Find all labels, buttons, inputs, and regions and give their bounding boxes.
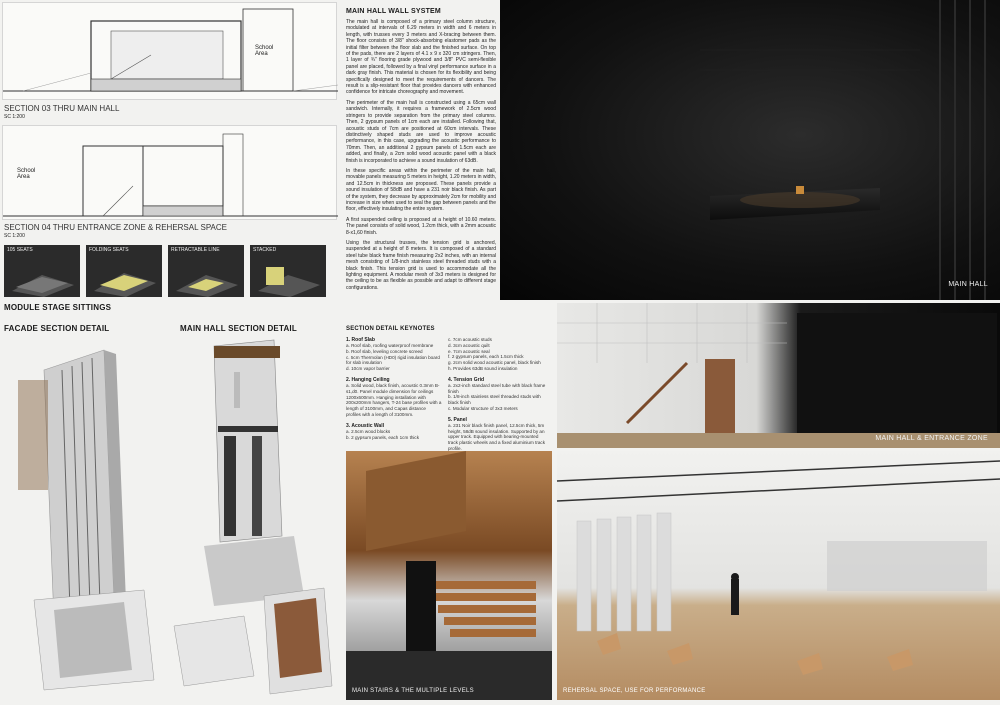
section-04-svg: [3, 126, 338, 221]
seat-card-105: 105 SEATS: [4, 245, 80, 297]
hall-detail-title: MAIN HALL SECTION DETAIL: [180, 324, 297, 333]
school-area-label-2: School Area: [17, 168, 36, 180]
main-hall-caption: MAIN HALL: [948, 281, 988, 288]
keynote-ceiling-heading: 2. Hanging Ceiling: [346, 376, 390, 383]
wall-system-p1: The main hall is composed of a primary steel column structure, modulated at intervals of 6.29 meters in width and 6 meters in length, with trusses every 3 meters and X-bracing between them. The floor consists of 3/8" shock-absorbing elastomer pads as the initial filter between the floor slab and the finished surface. On top of the pads, there are 2 layers of 4.1 x 9 x 320 cm stringers. Then, 1 layer of ¾" flooring grade plywood and 3/8" PVC semi-flexible panel are placed, followed by a final vinyl performance surface in a dark gray finish. This material is chosen for its flexibility and being specifically designed to meet the requirements of dancers. The result is a slip-resistant floor that provides dancers with enhanced confidence for intricate choreography and movement.: [346, 19, 496, 96]
keynote-wall-items-continued: c. 7cm acoustic studs d. 3cm acoustic quilt e. 7cm acoustic seal f. 2 gypsum panels, each 1.5cm thick g. 2cm solid wood acoustic panel, black finish h. Provides 63dB sound insulation: [448, 337, 541, 371]
section-03-svg: [3, 3, 338, 101]
school-area-label: School Area: [255, 45, 274, 57]
seat-card-retractable: RETRACTABLE LINE: [168, 245, 244, 297]
keynote-grid-heading: 4. Tension Grid: [448, 376, 485, 383]
section-03-scale: SC 1:200: [4, 114, 25, 120]
section-04-scale: SC 1:200: [4, 233, 25, 239]
keynote-panel-heading: 5. Panel: [448, 416, 467, 423]
facade-section-detail: [4, 340, 174, 696]
stairs-render: [346, 451, 552, 700]
keynote-wall-heading: 3. Acoustic Wall: [346, 422, 384, 429]
keynotes-title: SECTION DETAIL KEYNOTES: [346, 326, 435, 332]
wall-system-p3: In these specific areas within the perimeter of the main hall, movable panels measuring 5 meters in height, 1.20 meters in width, and 12.5cm in thickness are proposed. These panels provide a sound insulation of 58dB and have a 231 noir black finish. As part of the system, they decrease by approximately 2cm for mobility and increase in size when used to seal the gap between panels and the floor, effectively insulating the entire system.: [346, 167, 496, 213]
keynote-ceiling-items: a. Solid wood, black finish, acoustic 0.3mm B-s1,d0. Panel module dimension for ceilings 1200x600mm. Hanging installation with 200x200mm hangers, T-24 base profiles with a length of 3100mm, and Capas distance profiles with a length of 3100mm.: [346, 382, 442, 417]
module-stage-title: MODULE STAGE SITTINGS: [4, 303, 112, 312]
keynotes-block: [346, 326, 546, 451]
wall-system-block: [346, 8, 496, 300]
seat-card-stacked: STACKED: [250, 245, 326, 297]
entrance-caption: MAIN HALL & ENTRANCE ZONE: [875, 435, 988, 442]
section-04-title: SECTION 04 THRU ENTRANCE ZONE & REHERSAL SPACE: [4, 223, 228, 232]
seat-card-folding: FOLDING SEATS: [86, 245, 162, 297]
wall-system-p2: The perimeter of the main hall is constructed using a 65cm wall sandwich. Internally, it requires a framework of 2.5cm wood stringers to provide separation from the primary steel columns. Then, 2 gypsum panels of 1cm each are installed. Following that, acoustic studs of 7cm are positioned at 60cm intervals. These distinctively shaped studs are used to improve acoustic performance, in this case, upgrading the acoustic performance to 70mm. Then, an additional 2 gypsum panels of 1.5cm each are added, and finally, a 2cm solid wood acoustic panel with a black finish is incorporated to achieve a sound insulation of 63dB.: [346, 99, 496, 164]
main-hall-section-detail: [174, 336, 334, 696]
keynote-roof-items: a. Roof slab, roofing waterproof membrane b. Roof slab, leveling concrete screed c. 5cm Thermolan (HD0) rigid insulation board for slab insulation d. 10cm vapor barrier: [346, 343, 440, 372]
main-hall-render: [500, 0, 1000, 300]
keynote-panel-items: a. 231 Noir black finish panel, 12.5cm thick, 5m height, 58dB sound insulation. Supported by an upper track. Equipped with bearing-mounted track plastic wheels and a fixed aluminium track profile.: [448, 422, 546, 451]
keynote-roof-heading: 1. Roof Slab: [346, 337, 375, 343]
keynote-wall-items: a. 2.5cm wood blocks b. 2 gypsum panels, each 1cm thick: [346, 428, 420, 440]
entrance-zone-render: [557, 303, 1000, 448]
rehersal-caption: REHERSAL SPACE, USE FOR PERFORMANCE: [563, 688, 706, 694]
keynote-grid-items: a. 2x2-inch standard steel tube with black frame finish b. 1/8-inch stainless steel threaded studs with black finish c. Modular structure of 3x3 meters: [448, 382, 546, 411]
rehersal-render: [557, 451, 1000, 700]
stairs-caption: MAIN STAIRS & THE MULTIPLE LEVELS: [352, 688, 474, 694]
wall-system-p5: Using the structural trusses, the tension grid is anchored, suspended at a height of 8 meters. It is composed of a standard steel tube black frame finish measuring 2x2 inches, with an internal mesh consisting of 1/8-inch stainless steel threaded studs with a black finish. This tension grid is used to accommodate all the lighting equipment. A modular mesh of 3x3 meters is designed for the ceiling to be as flexible as possible and adapt to different stage configurations.: [346, 240, 496, 291]
wall-system-p4: A first suspended ceiling is proposed at a height of 10.60 meters. The panel consists of solid wood, 1.2cm thick, with a 2mm acoustic 8-x1,60 finish.: [346, 216, 496, 236]
section-03-drawing: [2, 2, 337, 100]
section-03-title: SECTION 03 THRU MAIN HALL: [4, 104, 120, 113]
facade-detail-title: FACADE SECTION DETAIL: [4, 324, 110, 333]
section-04-drawing: [2, 125, 337, 220]
wall-system-title: MAIN HALL WALL SYSTEM: [346, 8, 441, 15]
